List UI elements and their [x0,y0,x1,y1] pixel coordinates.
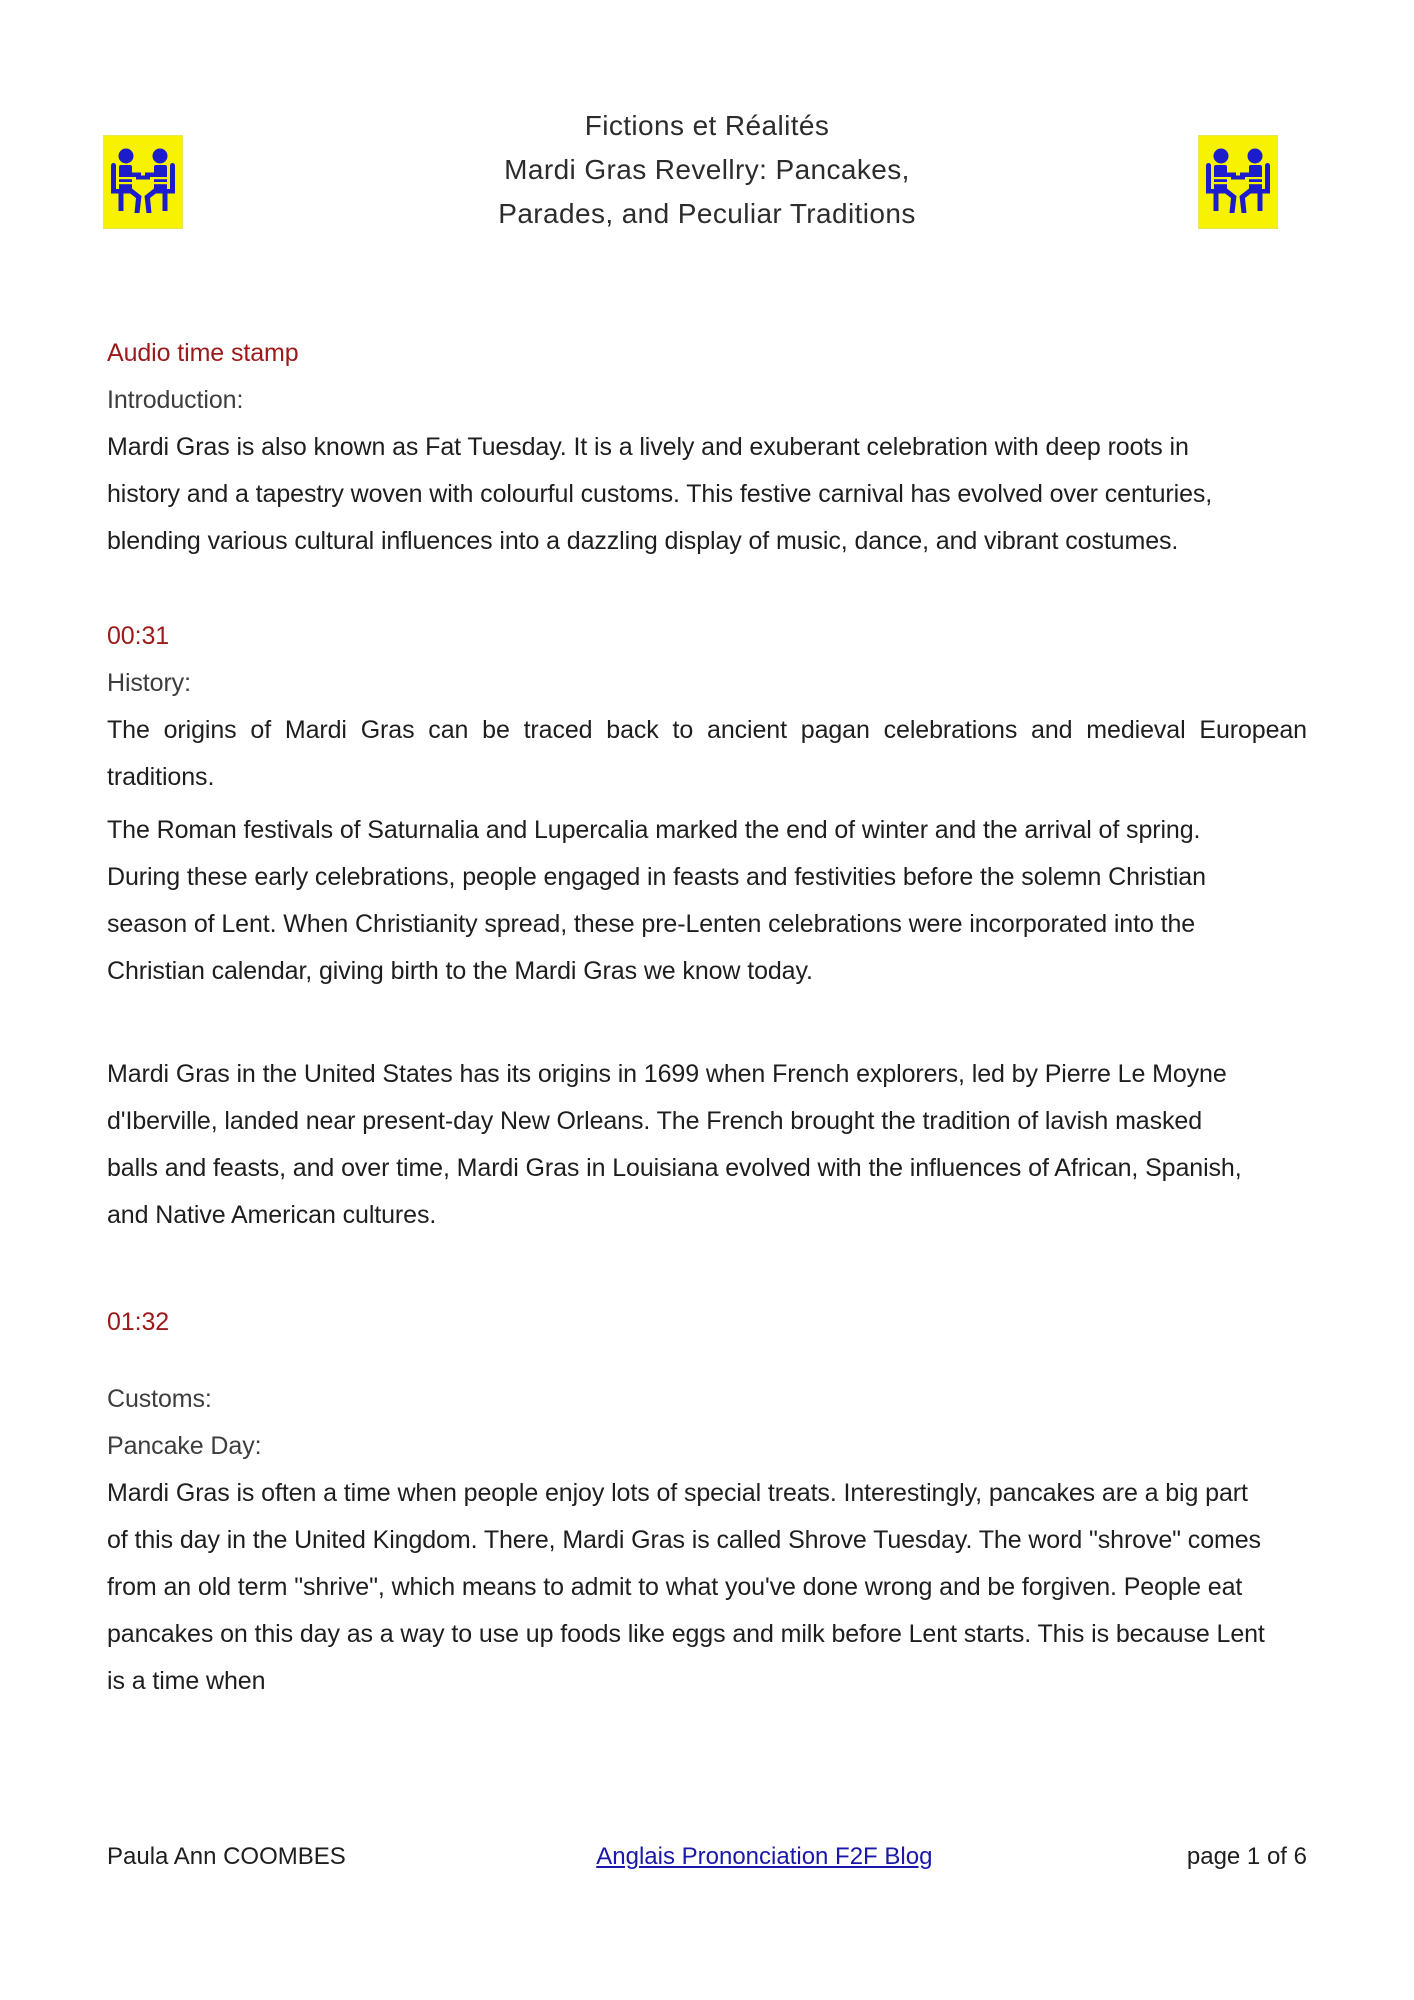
footer-page-number: page 1 of 6 [1186,1843,1307,1870]
history-paragraph-1: The origins of Mardi Gras can be traced back to ancient pagan celebrations and medieval European traditions. [107,716,1307,791]
footer-blog-link[interactable]: Anglais Prononciation F2F Blog [596,1843,933,1870]
history-paragraph-2: The Roman festivals of Saturnalia and Lupercalia marked the end of winter and the arrival of spring. During these early celebrations, people engaged in feasts and festivities before the solemn Christian season of Lent. When Christianity spread, these pre-Lenten celebrations were incorporated into the Christian calendar, giving birth to the Mardi Gras we know today. [107,816,1206,985]
history-heading: History: [107,669,191,697]
audio-time-stamp-label: Audio time stamp [107,339,299,367]
pancake-day-paragraph: Mardi Gras is often a time when people enjoy lots of special treats. Interestingly, pancakes are a big part of this day in the United Kingdom. There, Mardi Gras is called Shrove Tuesday. The word "shrove" comes from an old term "shrive", which means to admit to what you've done wrong and be forgiven. People eat pancakes on this day as a way to use up foods like eggs and milk before Lent starts. This is because Lent is a time when [107,1479,1265,1695]
title-line-2: Mardi Gras Revellry: Pancakes, [504,154,910,185]
introduction-paragraph: Mardi Gras is also known as Fat Tuesday. It is a lively and exuberant celebration with deep roots in history and a tapestry woven with colourful customs. This festive carnival has evolved over centuries, blending various cultural influences into a dazzling display of music, dance, and vibrant costumes. [107,433,1213,555]
footer-author: Paula Ann COOMBES [107,1843,346,1870]
face-to-face-meeting-icon [103,135,183,229]
title-line-1: Fictions et Réalités [584,110,830,141]
introduction-heading: Introduction: [107,386,244,414]
customs-heading: Customs: [107,1385,212,1413]
pancake-day-heading: Pancake Day: [107,1432,262,1460]
title-line-3: Parades, and Peculiar Traditions [498,198,916,229]
timestamp-00-31: 00:31 [107,622,170,650]
document-body [0,330,1414,1705]
timestamp-01-32: 01:32 [107,1308,170,1336]
history-paragraph-3: Mardi Gras in the United States has its origins in 1699 when French explorers, led by Pierre Le Moyne d'Iberville, landed near present-day New Orleans. The French brought the tradition of lavish masked balls and feasts, and over time, Mardi Gras in Louisiana evolved with the influences of African, Spanish, and Native American cultures. [107,1060,1242,1229]
page-footer [107,1842,1307,1872]
face-to-face-meeting-icon [1198,135,1278,229]
